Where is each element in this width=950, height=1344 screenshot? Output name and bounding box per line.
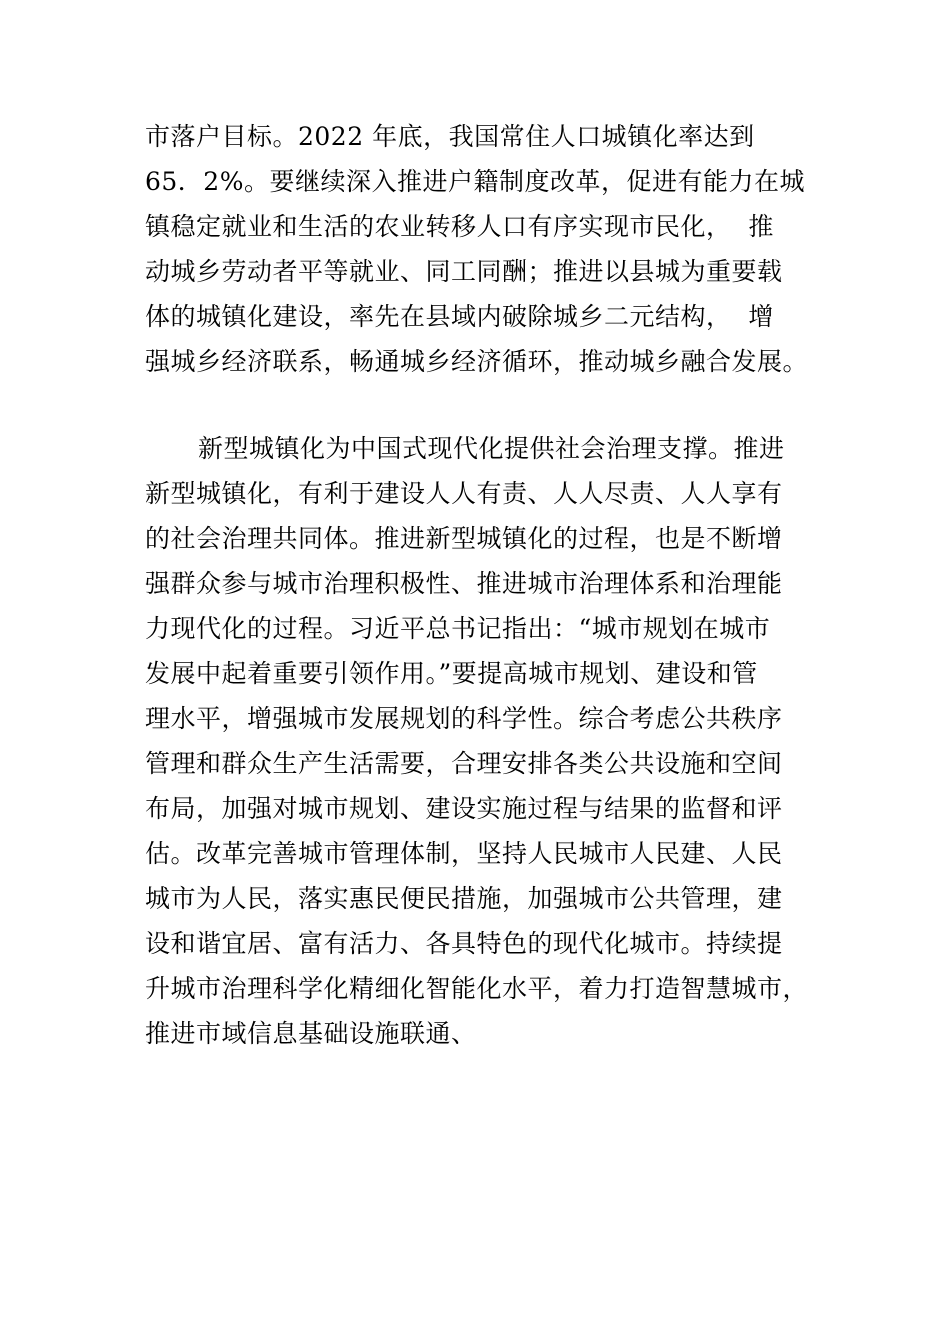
text-line: 理水平，增强城市发展规划的科学性。综合考虑公共秩序 xyxy=(145,704,783,733)
text-line: 力现代化的过程。习近平总书记指出：“城市规划在城市 xyxy=(145,614,771,643)
text-line: 设和谐宜居、富有活力、各具特色的现代化城市。持续提 xyxy=(145,929,783,958)
text-line: 发展中起着重要引领作用。”要提高城市规划、建设和管 xyxy=(145,659,758,688)
text-line: 65．2%。要继续深入推进户籍制度改革，促进有能力在城 xyxy=(145,167,805,196)
text-line: 城市为人民，落实惠民便民措施，加强城市公共管理，建 xyxy=(145,884,783,913)
text-line: 估。改革完善城市管理体制，坚持人民城市人民建、人民 xyxy=(145,839,783,868)
text-line: 强群众参与城市治理积极性、推进城市治理体系和治理能 xyxy=(145,569,783,598)
text-line: 管理和群众生产生活需要，合理安排各类公共设施和空间 xyxy=(145,749,783,778)
text-line: 强城乡经济联系，畅通城乡经济循环，推动城乡融合发展。 xyxy=(145,347,809,376)
text-line: 市落户目标。2022 年底，我国常住人口城镇化率达到 xyxy=(145,122,755,151)
text-line: 体的城镇化建设，率先在县域内破除城乡二元结构， 增 xyxy=(145,302,774,331)
text-line: 新型城镇化为中国式现代化提供社会治理支撑。推进 xyxy=(198,434,785,463)
text-line: 动城乡劳动者平等就业、同工同酬；推进以县城为重要载 xyxy=(145,257,783,286)
text-line: 升城市治理科学化精细化智能化水平，着力打造智慧城市， xyxy=(145,974,809,1003)
text-line: 镇稳定就业和生活的农业转移人口有序实现市民化， 推 xyxy=(145,212,774,241)
text-line: 新型城镇化，有利于建设人人有责、人人尽责、人人享有 xyxy=(145,479,783,508)
text-line: 的社会治理共同体。推进新型城镇化的过程，也是不断增 xyxy=(145,524,783,553)
text-line: 推进市域信息基础设施联通、 xyxy=(145,1019,477,1048)
text-line: 布局，加强对城市规划、建设实施过程与结果的监督和评 xyxy=(145,794,783,823)
